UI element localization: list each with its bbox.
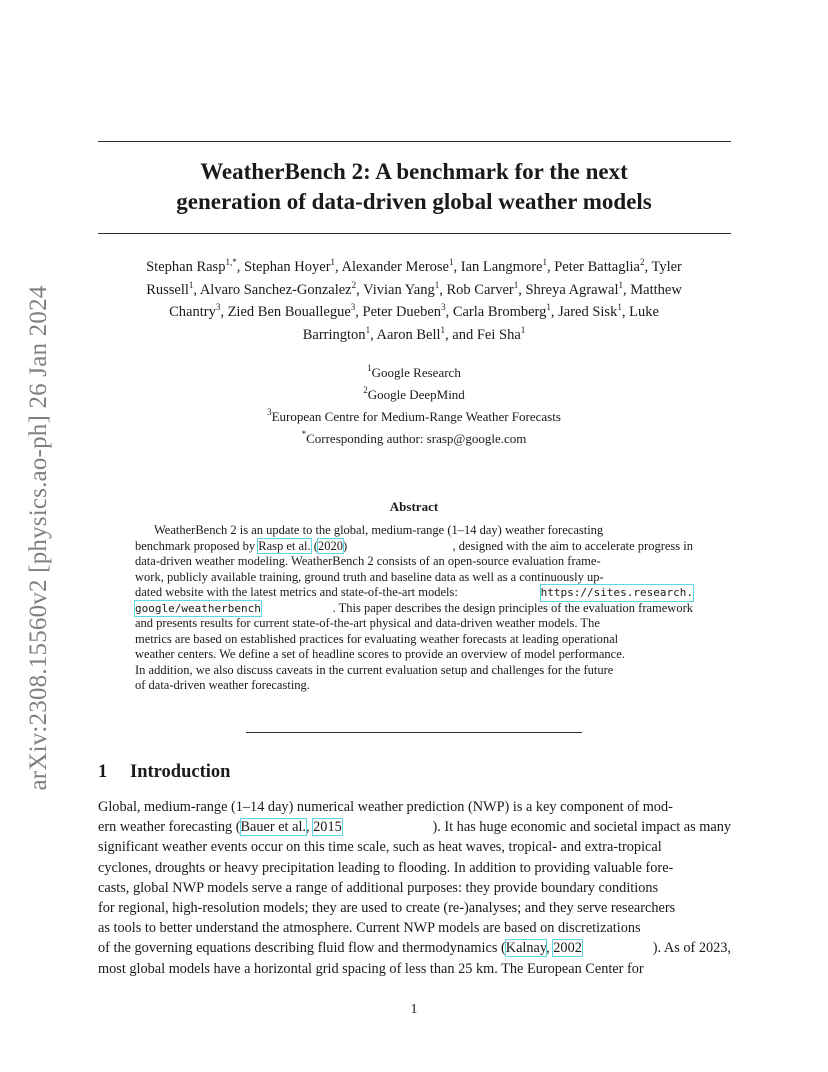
section-number: 1 (98, 762, 108, 782)
citation-year-link[interactable]: 2002 (553, 940, 582, 957)
body-line: of the governing equations describing fluid flow and thermodynamics (Kalnay, 2002 ). As of 2023, (98, 940, 731, 957)
body-line: as tools to better understand the atmosphere. Current NWP models are based on discretizations (98, 920, 641, 937)
citation-link[interactable]: Rasp et al. (258, 538, 311, 553)
author-list (98, 256, 730, 346)
body-line: for regional, high-resolution models; they are used to create (re-)analyses; and they serve researchers (98, 899, 676, 916)
abstract-line: work, publicly available training, ground truth and baseline data as well as a continuously up- (135, 569, 604, 584)
citation-year-link[interactable]: 2020 (317, 538, 343, 553)
abstract-line: of data-driven weather forecasting. (135, 678, 310, 692)
paper-title (98, 157, 730, 217)
abstract-line: weather centers. We define a set of headline scores to provide an overview of model performance. (135, 647, 625, 661)
author-line: Barrington$^1$, Aaron Bell$^1$, and Fei Sha$^1$ (302, 324, 526, 343)
abstract-divider (246, 732, 582, 733)
affiliation: $^1$Google Research (367, 363, 461, 380)
citation-link[interactable]: Kalnay (505, 940, 547, 957)
author-line: Chantry$^3$, Zied Ben Bouallegue$^3$, Peter Dueben$^3$, Carla Bromberg$^1$, Jared Sisk$^1$, Luke (169, 302, 659, 320)
abstract-line: WeatherBench 2 is an update to the global, medium-range (1–14 day) weather forecasting (154, 523, 604, 537)
body-line: significant weather events occur on this time scale, such as heat waves, tropical- and extra-tropical (98, 839, 662, 856)
url-link[interactable]: https://sites.research. (540, 586, 693, 599)
abstract-line: In addition, we also discuss caveats in the current evaluation setup and challenges for the future (135, 662, 614, 677)
abstract-body (135, 523, 693, 694)
affiliation: $^2$Google DeepMind (363, 385, 465, 402)
body-line: most global models have a horizontal grid spacing of less than 25 km. The European Center for (98, 960, 644, 977)
introduction-body (98, 797, 731, 979)
abstract-line: metrics are based on established practices for evaluating weather forecasts at leading operational (135, 631, 619, 646)
abstract-line: data-driven weather modeling. WeatherBench 2 consists of an open-source evaluation frame- (135, 554, 601, 568)
abstract-line: and presents results for current state-of-the-art physical and data-driven weather models. The (135, 616, 600, 630)
abstract-heading: Abstract (389, 499, 439, 514)
body-line: casts, global NWP models serve a range of additional purposes: they provide boundary conditions (98, 879, 659, 896)
citation-year-link[interactable]: 2015 (313, 819, 342, 836)
author-line: Stephan Rasp$^{1,*}$, Stephan Hoyer$^1$, Alexander Merose$^1$, Ian Langmore$^1$, Peter Battaglia$^2$, Tyler (146, 257, 682, 275)
citation-link[interactable]: Bauer et al. (240, 819, 306, 836)
top-rule (98, 141, 731, 142)
corresponding-author: *Corresponding author: srasp@google.com (301, 429, 527, 446)
title-bottom-rule (98, 233, 731, 234)
arxiv-identifier: arXiv:2308.15560v2 [physics.ao-ph] 26 Jan 2024 (25, 285, 52, 791)
page-number: 1 (410, 1002, 418, 1017)
url-link-continued[interactable]: google/weatherbench (135, 601, 261, 615)
abstract-line: dated website with the latest metrics and state-of-the-art models: https://sites.research. (135, 585, 693, 599)
title-line-2: generation of data-driven global weather models (176, 189, 652, 214)
body-line: cyclones, droughts or heavy precipitation leading to flooding. In addition to providing valuable fore- (98, 859, 674, 876)
section-heading (98, 762, 230, 783)
body-line: Global, medium-range (1–14 day) numerical weather prediction (NWP) is a key component of mod- (98, 799, 673, 815)
abstract-line: google/weatherbench . This paper describes the design principles of the evaluation framework (135, 600, 693, 615)
abstract-line: benchmark proposed by Rasp et al. (2020) , designed with the aim to accelerate progress in (135, 538, 693, 553)
title-line-1: WeatherBench 2: A benchmark for the next (200, 159, 628, 184)
body-line: ern weather forecasting (Bauer et al., 2015 ). It has huge economic and societal impact as many (98, 819, 731, 836)
author-line: Russell$^1$, Alvaro Sanchez-Gonzalez$^2$, Vivian Yang$^1$, Rob Carver$^1$, Shreya Agrawal$^1$, Matthew (146, 279, 682, 298)
affiliations (98, 362, 730, 450)
section-title: Introduction (130, 762, 231, 782)
affiliation: $^3$European Centre for Medium-Range Weather Forecasts (267, 407, 561, 424)
